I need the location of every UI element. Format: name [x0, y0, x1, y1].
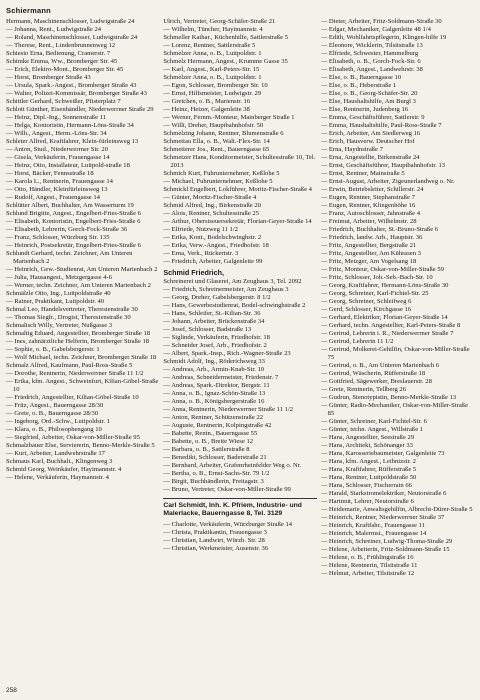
directory-entry: — Gerhard, techn. Angestellter, Karl-Peters-Straße 8 [320, 322, 461, 329]
business-heading: Schmid Friedrich, [163, 268, 225, 277]
directory-entry: — Fritz, Angest., Bauerngasse 28/30 [6, 402, 104, 409]
column-1 [6, 18, 159, 684]
directory-entry: — Hans, Karosseriebaumeister, Galgenleite 73 [320, 450, 445, 457]
directory-entry: — Anna, o. B., Königsbergerstraße 16 [163, 398, 265, 405]
directory-entry: — Heinz, Dipl.-Ing., Sonnenstraße 11 [6, 114, 107, 121]
business-advertisement: Carl Schmidt, Inh. K. Pfriem, Industrie- und Malerlacke, Bauerngasse 8, Tel. 3129 [163, 498, 316, 518]
directory-entry: — Dieter, Arbeiter, Fritz-Soldmann-Straße 30 [320, 18, 442, 25]
directory-entry: — Franz, Schlosser, Würzburg Str. 135 [6, 234, 110, 241]
column-2 [163, 18, 316, 684]
directory-entry: — Günter, Radio-Mechaniker, Oskar-von-Miller-Straße 85 [320, 402, 468, 417]
directory-entry: — Edgar, Mechaniker, Galgenleite 48 1/4 [320, 26, 431, 33]
directory-entry: — Karola L., Rentnerin, Frauengasse 14 [6, 178, 113, 185]
directory-entry: — Siglinde, Verkäuferin, Friedhofstr. 18 [163, 334, 270, 341]
directory-entry: — Elfriede, Schwester, Hammelburg [320, 50, 419, 57]
directory-entry: — Willi, Dreher, Hauptbahnhofstr. 50 [163, 122, 264, 129]
directory-entry: — Roland, Maschinenschlosser, Ludwigstraße 24 [6, 34, 138, 41]
directory-entry: — Wilhelm, Tüncher, Hayimannstr. 4 [163, 26, 263, 33]
directory-entry: — Elisabeth, Lehrerin, Gorch-Fock-Straße 36 [6, 226, 128, 233]
directory-entry: — Anton, Stud., Niederwerrner Str. 20 [6, 146, 109, 153]
directory-entry: — Erna, Verk., Rückertstr. 3 [163, 250, 239, 257]
directory-entry: Schmaltig Eduard, Angestellter, Bromberger Straße 18 [6, 330, 151, 337]
directory-entry: — Gerhard, Elektriker, Florian-Geyer-Straße 14 [320, 314, 448, 321]
directory-entry: — Siegfried, Arbeiter, Oskar-von-Miller-Straße 95 [6, 434, 140, 441]
directory-entry: — Helene, Arbeiterin, Fritz-Soldmann-Straße 15 [320, 546, 450, 553]
business-subheading: Schreinerei und Glaserei, Am Zeughaus 3, Tel. 2092 [163, 278, 302, 285]
directory-entry: — Helene, Rentnerin, Tilsitstraße 11 [320, 562, 418, 569]
directory-entry: — Egon, Schlosser, Bromberger Str. 10 [163, 82, 268, 89]
directory-entry: — Günter, techn. Angest., Willstraße 1 [320, 426, 424, 433]
directory-entry: — Günter, Moritz-Fischer-Straße 4 [163, 194, 257, 201]
directory-entry: Schmälzle Otto, Ing., Luitpoldstraße 40 [6, 290, 111, 297]
directory-entry: — Gertrud, Molkerei-Gehilfin, Oskar-von-Miller-Straße 75 [320, 346, 470, 361]
directory-entry: Schlundt Gerhard, techn. Zeichner, Am Unteren Marienbach 2 [6, 250, 133, 265]
directory-entry: — Erich, Hausverw. Deutscher Hof [320, 138, 415, 145]
directory-entry: — Emma, Haushaltshilfe, Paul-Ross-Straße 7 [320, 122, 442, 129]
directory-entry: — Fritz, Monteur, Oskar-von-Miller-Straße 59 [320, 266, 444, 273]
page-number: 258 [6, 687, 17, 694]
directory-entry: — Julia, Hausangest., Metzgergasse 4-6 [6, 274, 112, 281]
directory-entry: — Bertha, o. B., Ernst-Sachs-Str. 79 1/2 [163, 470, 270, 477]
directory-entry: — Walter, Polizei-Kommissär, Bromberger Straße 43 [6, 90, 147, 97]
directory-entry: — Charlotte, Verkäuferin, Würzburger Straße 14 [163, 521, 293, 529]
directory-entry: — Johann, Arbeiter, Brückenstraße 34 [163, 318, 265, 325]
directory-entry: Schlund Brigitte, Angest., Engelbert-Fries-Straße 6 [6, 210, 141, 217]
directory-entry: — Emma, Geschäftsführer, Sattlerstr. 9 [320, 114, 425, 121]
directory-entry: Schmich Kurt, Fuhrunternehmer, Keßlohe 5 [163, 170, 280, 177]
directory-entry: — Barbara, o. B., Sattlerstraße 8 [163, 446, 250, 453]
directory-entry: — Hans, Rentner, Luitpoldstraße 50 [320, 474, 417, 481]
directory-entry: — Edith, Wohlfahrtspflegerin, Klingen-hilfe 19 [320, 34, 447, 41]
directory-entry: Schmettau Ella, o. B., Walt.-Flex-Str. 14 [163, 138, 270, 145]
directory-entry: Schmelz Hermann, Angest., Krumme Gasse 35 [163, 58, 288, 65]
directory-entry: — Johanna, Rent., Ludwigstraße 24 [6, 26, 102, 33]
directory-entry: — Babette, o. B., Breite Wiese 12 [163, 438, 254, 445]
directory-entry: — Erich, Elektro-Mont., Bromberger Str. 45 [6, 66, 124, 73]
directory-entry: Schmetterer Jos., Rent., Bauerngasse 65 [163, 146, 270, 153]
directory-entry: — Friedrich, Angestellter, Kilian-Göbel-Straße 10 [6, 394, 139, 401]
directory-entry: — Helmut, Arbeiter, Tilsitstraße 12 [320, 570, 415, 577]
directory-entry: — Gottfried, Sägewerker, Breslauerstr. 28 [320, 378, 432, 385]
directory-entry: — Georg, Schreiner, Schleifweg 6 [320, 298, 412, 305]
directory-entry: — Hartmut, Lehrer, Neutorstraße 6 [320, 498, 414, 505]
directory-entry: Schmelzing Johann, Rentner, Blumenstraße 6 [163, 130, 284, 137]
directory-entry: — Erika, kfm. Angest., Schweinfurt, Kilian-Göbel-Straße 10 [6, 378, 159, 393]
directory-entry: — Heinrich, Rentner, Niederwerrner Straße 37 [320, 514, 445, 521]
directory-entry: — Georg, Schreiner, Karl-Fichtel-Str. 25 [320, 290, 429, 297]
directory-entry: Schmalzbauer Else, Serviererin, Benno-Merkle-Straße 5 [6, 442, 155, 449]
directory-entry: — Klara, o. B., Philosophengang 10 [6, 426, 102, 433]
directory-entry: — Anna, Rentnerin, Niederwerrner Straße 11 1/2 [163, 406, 294, 413]
page-header: Schiermann [6, 6, 51, 15]
directory-entry: — Gertrud, Lehrerin 11 1/2 [320, 338, 394, 345]
columns [6, 18, 474, 684]
directory-entry: — Ernst, Geschäftsführer, Hauptbahnhofstr. 13 [320, 162, 446, 169]
directory-entry: — Elfriede, Nutzweg 11 1/2 [163, 226, 238, 233]
directory-entry: — Else, o. B., Heberstraße 1 [320, 82, 397, 89]
directory-entry: — Christa, Praktikantin, Frauengasse 3 [163, 529, 267, 537]
directory-entry: — Friedrich, Buchhalter, St.-Bruno-Straße 6 [320, 226, 439, 233]
directory-entry: Schleter Alfred, Kraftfahrer, Klein-fürleinsweg 13 [6, 138, 139, 145]
directory-entry: — Albert, Spark.-Insp., Rich.-Wagner-Straße 23 [163, 350, 291, 357]
directory-entry: — Dorothe, Rentnerin, Niederwerrner Straße 11 1/2 [6, 370, 144, 377]
directory-entry: — Elisabeth, o. B., Gorch-Fock-Str. 6 [320, 58, 421, 65]
directory-entry: — Hans, Angestellter, Seestraße 29 [320, 434, 415, 441]
directory-entry: — Anton, Rentner, Schützenstraße 22 [163, 414, 264, 421]
directory-entry: — Grete, o. B., Bauerngasse 28/30 [6, 410, 99, 417]
directory-entry: Schmal Leo, Handelsvertreter, Theresienstraße 30 [6, 306, 138, 313]
directory-entry: — Andreas, Spark.-Direktor, Bergstr. 11 [163, 382, 270, 389]
directory-entry: — Friedrich, Schreinermeister, Am Zeughaus 3 [163, 286, 289, 293]
directory-entry: — Friedrich, Arbeiter, Galgenleite 99 [163, 258, 263, 265]
directory-entry: — Hans, Kraftfahrer, Rüfferstraße 5 [320, 466, 417, 473]
directory-entry: — Hans, Gewerbestudienrat, Bodel-schwinghstraße 2 [163, 302, 306, 309]
directory-entry: — Christian, Werkmeister, Ausenstr. 36 [163, 545, 269, 553]
directory-entry: — Fritz, Angestellter, Am Kührasen 3 [320, 250, 421, 257]
directory-entry: — Erika, Kont., Bodelschwinghstr. 2 [163, 234, 262, 241]
directory-entry: — Eugen, Rentner, Klingenhöhe 16 [320, 202, 416, 209]
directory-entry: — Otto, Händler, Kleinfürleinsweg 13 [6, 186, 108, 193]
directory-entry: — Erwin, Betriebsleiter, Schillerstr. 24 [320, 186, 424, 193]
directory-entry: — Gertrud, Wäscherin, Rüfferstraße 18 [320, 370, 426, 377]
directory-entry: — Heinrich, Gew.-Studienrat, Am Unteren Marienbach 2 [6, 266, 158, 273]
directory-entry: — Heinrich, Kraftfahr., Frauengasse 11 [320, 522, 425, 529]
directory-entry: — Lorenz, Rentner, Sattlerstraße 5 [163, 42, 256, 49]
directory-entry: — Elisabeth, Kontoristin, Engelbert-Fries-Straße 6 [6, 218, 141, 225]
directory-entry: — Auguste, Rentnerin, Kolpingstraße 42 [163, 422, 272, 429]
directory-entry: Schmid Georg, Weinkäufer, Hayimannstr. 4 [6, 466, 122, 473]
directory-entry: — Eleonore, Wicklerin, Tilsitstraße 13 [320, 42, 423, 49]
directory-entry: — Therese, Rent., Lindenbrunnenweg 12 [6, 42, 116, 49]
directory-entry: — Sophie, o. B., Gabelsbergerstr. 1 [6, 346, 100, 353]
directory-entry: Schmaus Karl, Buchhalt., Klingenweg 3 [6, 458, 113, 465]
directory-entry: — Else, o. B., Georg-Schäfer-Str. 20 [320, 90, 418, 97]
directory-entry: — Gudrun, Stenotypistin, Benno-Merkle-Straße 13 [320, 394, 457, 401]
directory-entry: Schmeller Kathar., Küchenhilfe, Sattlerstraße 5 [163, 34, 289, 41]
directory-entry: — Arthur, Oberstseuersekretär, Florian-Geyer-Straße 14 [163, 218, 312, 225]
directory-entry: Schmetzer Hans, Konditormeister, Schultesstraße 10, Tel. 2013 [163, 154, 316, 169]
directory-entry: — Harald, Starkstromelektriker, Neutorstraße 6 [320, 490, 447, 497]
directory-entry: — Babette, Rentn., Bauerngasse 55 [163, 430, 258, 437]
directory-entry: — Ernst, Rentner, Mainstraße 5 [320, 170, 405, 177]
directory-entry: Schmidt Adolf, Ing., Röderichsweg 33 [163, 358, 265, 365]
directory-entry: — Bernhard, Arbeiter, Grafenrheinfelder Weg o. Nr. [163, 462, 302, 469]
directory-entry: Schlott Günther, Eisenhändler, Niederwerrner Straße 29 [6, 106, 154, 113]
directory-entry: — Else, o. B., Bauerngasse 10 [320, 74, 402, 81]
directory-entry: — Karl, Angest., Karl-Peters-Str. 15 [163, 66, 260, 73]
directory-entry: — Fritz, Schlosser, Joh.-Seb.-Bach-Str. 10 [320, 274, 433, 281]
directory-entry: — Ines, zahnärztliche Helferin, Bromberger Straße 18 [6, 338, 150, 345]
directory-entry: — Bruno, Vertreter, Oskar-von-Miller-Straße 99 [163, 486, 291, 493]
directory-entry: — Heinz, Otto, Installateur, Luitpold-straße 18 [6, 162, 130, 169]
directory-entry: — Josef, Schlosser, Badstraße 13 [163, 326, 252, 333]
directory-entry: — Helene, o. B., Frühlingstraße 16 [320, 554, 414, 561]
directory-entry: Schmalisch Willy, Vertreter, Nußgasse 3 [6, 322, 113, 329]
directory-entry: — Heidemarie, Anwaltsgehilfin, Albrecht-Dürer-Straße 5 [320, 506, 473, 513]
directory-entry: — Kurt, Arbeiter, Landwehrstraße 17 [6, 450, 105, 457]
directory-entry: — Elisabeth, Angest., Landwehrstr. 38 [320, 66, 423, 73]
directory-entry: — Horst, Bromberger Straße 43 [6, 74, 91, 81]
directory-entry: Schmelzer Anna, o. B., Luitpoldstr. 1 [163, 50, 262, 57]
directory-entry: — Heinz, Heizer, Galgenleite 38 [163, 106, 250, 113]
directory-entry: — Heinrich, Postsekretär, Engelbert-Fries-Straße 6 [6, 242, 141, 249]
directory-entry: — Michael, Fuhrunternehmer, Keßlohe 5 [163, 178, 273, 185]
directory-entry: Schmid Alfred, Ing., Birkenstraße 20 [163, 202, 261, 209]
directory-entry: — Birgit, Buchhändlerin, Freitagstr. 3 [163, 478, 264, 485]
directory-entry: — Gertrud, Lehrerin i. R., Niederwerrner Straße 7 [320, 330, 454, 337]
directory-entry: — Franz, Autoschlosser, Jahnstraße 4 [320, 210, 421, 217]
directory-entry: — Erich, Arbeiter, Am Siedlerweg 16 [320, 130, 421, 137]
directory-entry: — Heinrich, Schreiner, Ludwig-Thoma-Straße 29 [320, 538, 453, 545]
directory-entry: — Werner, Fernm.-Monteur, Mainberger Straße 1 [163, 114, 295, 121]
directory-entry: — Gisela, Verkäuferin, Frauengasse 14 [6, 154, 110, 161]
directory-entry: — Hans, Schlosser, Fischerrain 66 [320, 482, 412, 489]
directory-entry: Ulrich, Vertreter, Georg-Schäfer-Straße 21 [163, 18, 276, 25]
directory-entry: — Georg, Dreher, Gabelsbergerstr. 8 1/2 [163, 294, 271, 301]
directory-entry: — Wilh., Angest., Herm.-Löns-Str. 34 [6, 130, 107, 137]
directory-entry: Schittler Gerhard, Schweißer, Pfisterplatz 7 [6, 98, 121, 105]
directory-entry: — Ernst, Hilfsmeister, Ludwigstr. 29 [163, 90, 262, 97]
directory-entry: — Wolf Michael, techn. Zeichner, Bromberger Straße 18 [6, 354, 157, 361]
directory-entry: — Erna, Angestellte, Birkenstraße 24 [320, 154, 420, 161]
directory-entry: — Grete, Rentnerin, Tellberg 26 [320, 386, 407, 393]
directory-entry: — Thomas Siegfr., Drogist, Theresienstraße 30 [6, 314, 131, 321]
directory-entry: — Erna, Haydnstraße 7 [320, 146, 383, 153]
directory-entry: — Ernst-August, Arbeiter, Zigeunerlandweg o. Nr. [320, 178, 455, 185]
directory-entry: — Georg, Kraftfahrer, Hermann-Löns-Straße 30 [320, 282, 449, 289]
directory-entry: — Ingeborg, Ord.-Schw., Luitpoldstr. 1 [6, 418, 111, 425]
directory-entry: Schiesio Erna, Bedienung, Cramerstr. 7 [6, 50, 111, 57]
directory-entry: Schmalz Alfred, Kaufmann, Paul-Ross-Straße 5 [6, 362, 133, 369]
directory-entry: — Gerd, Schlosser, Kirchgasse 16 [320, 306, 412, 313]
directory-entry: — Andreas, Schneidermeister, Friedenstr. 7 [163, 374, 279, 381]
directory-entry: — Gretchen, o. B., Marienstr. 16 [163, 98, 251, 105]
directory-entry: — Gertrud, o. B., Am Unteren Marienbach 6 [320, 362, 440, 369]
directory-entry: — Helga, Kontoristin, Hermann-Löns-Straße 34 [6, 122, 134, 129]
directory-page [6, 6, 474, 694]
column-3 [321, 18, 474, 684]
directory-entry: — Alois, Rentner, Schultesstraße 25 [163, 210, 260, 217]
directory-entry: — Rudolf, Angest., Frauengasse 14 [6, 194, 100, 201]
directory-entry: — Hans, kfm. Angest., Leibnizstr. 2 [320, 458, 416, 465]
directory-entry: — Fritz, Angestellter, Bergstraße 21 [320, 242, 417, 249]
directory-entry: — Schneider Josef, Arb., Friedhofstr. 2 [163, 342, 267, 349]
directory-entry: Hermann, Maschinenschlosser, Ludwigstraße 24 [6, 18, 135, 25]
directory-entry: — Benedikt, Schlosser, Baderstraße 21 [163, 454, 267, 461]
directory-entry: — Erika, Verw.-Angest., Friedhofstr. 18 [163, 242, 269, 249]
directory-entry: — Andreas, Arb., Armin-Knab-Str. 10 [163, 366, 265, 373]
directory-entry: — Hans, Schleifer, St.-Kilian-Str. 36 [163, 310, 261, 317]
directory-entry: — Heinrich, Malermst., Frauengasse 14 [320, 530, 427, 537]
directory-entry: Schmelzer Anna, o. B., Luitpoldstr. 1 [163, 74, 262, 81]
directory-entry: — Werner, techn. Zeichner, Am Unteren Marienbach 2 [6, 282, 151, 289]
directory-entry: — Christian, Landwirt, Würzb. Str. 28 [163, 537, 265, 545]
directory-entry: — Horst, Bäcker, Fennsstraße 18 [6, 170, 94, 177]
directory-entry: — Else, Rentnerin, Judenberg 16 [320, 106, 409, 113]
directory-entry: — Friedrich, landw. Arb., Hauptstr. 36 [320, 234, 423, 241]
directory-entry: — Eugen, Rentner, Stephanstraße 7 [320, 194, 415, 201]
directory-entry: — Rainer, Praktikant, Luitpoldstr. 40 [6, 298, 105, 305]
directory-entry: — Hans, Architekt, Schönanger 33 [320, 442, 413, 449]
directory-entry: — Günter, Schreiner, Karl-Fichtel-Str. 6 [320, 418, 427, 425]
directory-entry: Schimke Emma, Ww., Bromberger Str. 45 [6, 58, 118, 65]
directory-entry: — Anna, o. B., Ignaz-Schön-Straße 13 [163, 390, 266, 397]
directory-entry: — Freimut, Arbeiter, Wilhelmstr. 28 [320, 218, 417, 225]
directory-entry: — Else, Haushaltshilfe, Am Burgl 3 [320, 98, 416, 105]
directory-entry: — Helene, Verkäuferin, Haymannstr. 4 [6, 474, 109, 481]
directory-entry: — Ursula, Spark.-Angest., Bromberger Straße 43 [6, 82, 137, 89]
directory-entry: Schmickl Engelbert, Lokführer, Moritz-Fischer-Straße 4 [163, 186, 312, 193]
directory-entry: — Fritz, Metzger, Am Vogelsang 18 [320, 258, 417, 265]
directory-entry: Schlütter Albert, Buchhalter, Am Wasserturm 19 [6, 202, 134, 209]
